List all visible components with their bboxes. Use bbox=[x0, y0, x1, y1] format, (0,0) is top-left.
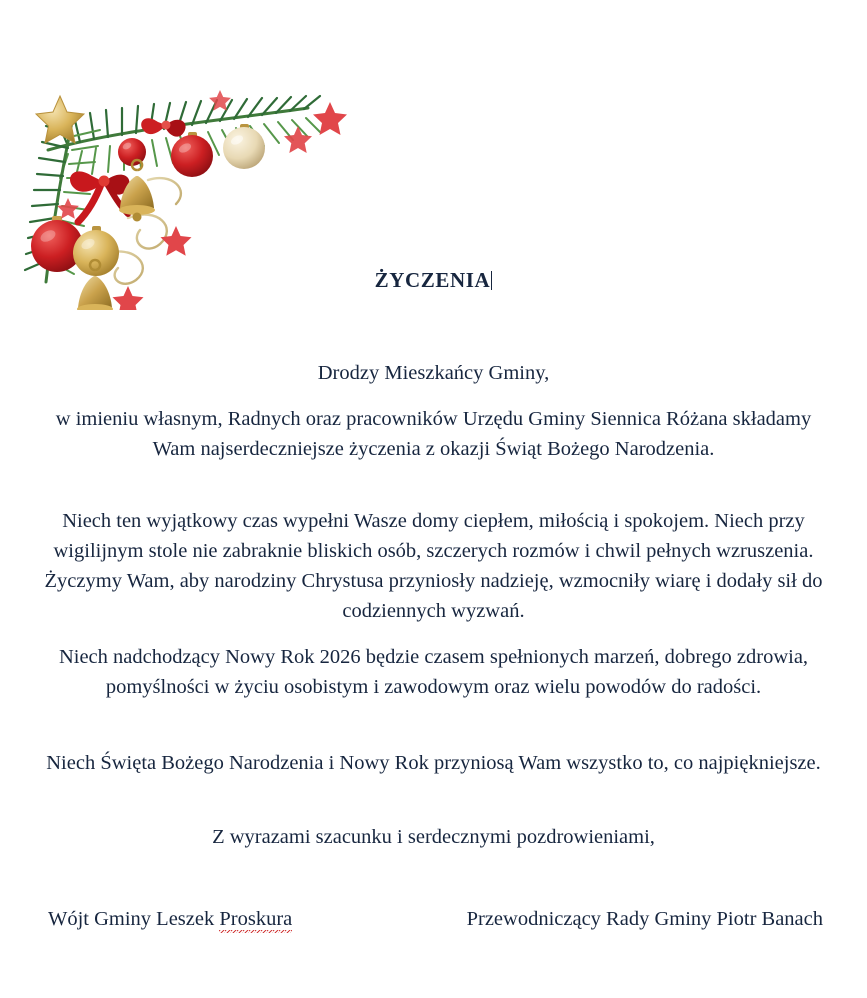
bauble-cream bbox=[223, 124, 265, 169]
paragraph-3: Niech nadchodzący Nowy Rok 2026 będzie czasem spełnionych marzeń, dobrego zdrowia, pomyślności w życiu osobistym i zawodowym oraz wielu powodów do radości. bbox=[58, 646, 809, 698]
gold-bell-ornament bbox=[119, 160, 155, 221]
gold-star-ornament bbox=[36, 96, 84, 143]
bauble-red-medium bbox=[171, 132, 213, 177]
pine-branch-vertical bbox=[25, 122, 100, 282]
signature-row bbox=[40, 908, 827, 931]
signature-right: Przewodniczący Rady Gminy Piotr Banach bbox=[466, 908, 823, 930]
bauble-red-small bbox=[118, 138, 146, 166]
bauble-red-large bbox=[31, 216, 83, 272]
greeting-line: Drodzy Mieszkańcy Gminy, bbox=[317, 362, 550, 384]
pine-branch-horizontal bbox=[48, 96, 320, 178]
red-ribbon-bow-small bbox=[141, 118, 185, 136]
paragraph-1: w imieniu własnym, Radnych oraz pracowników Urzędu Gminy Siennica Różana składamy Wam najserdeczniejsze życzenia z okazji Świąt Bożego Narodzenia. bbox=[55, 408, 812, 460]
closing-line: Z wyrazami szacunku i serdecznymi pozdrowieniami, bbox=[212, 826, 655, 848]
text-cursor bbox=[491, 271, 492, 290]
page-title bbox=[0, 268, 867, 293]
paragraph-4: Niech Święta Bożego Narodzenia i Nowy Rok przyniosą Wam wszystko to, co najpiękniejsze. bbox=[46, 752, 821, 774]
signature-left-title: Wójt Gminy Leszek bbox=[48, 908, 220, 930]
signature-left bbox=[40, 908, 292, 931]
red-ribbon-bow bbox=[70, 171, 129, 222]
page-title-text: ŻYCZENIA bbox=[374, 268, 491, 292]
paragraph-2: Niech ten wyjątkowy czas wypełni Wasze domy ciepłem, miłością i spokojem. Niech przy wigilijnym stole nie zabraknie bliskich osób, szczerych rozmów i chwil pełnych wzruszenia. Życzymy Wam, aby narodziny Chrystusa przyniosły nadzieję, wzmocniły wiarę i dodały sił do codziennych wyzwań. bbox=[44, 510, 823, 622]
signature-left-surname: Proskura bbox=[219, 908, 292, 933]
